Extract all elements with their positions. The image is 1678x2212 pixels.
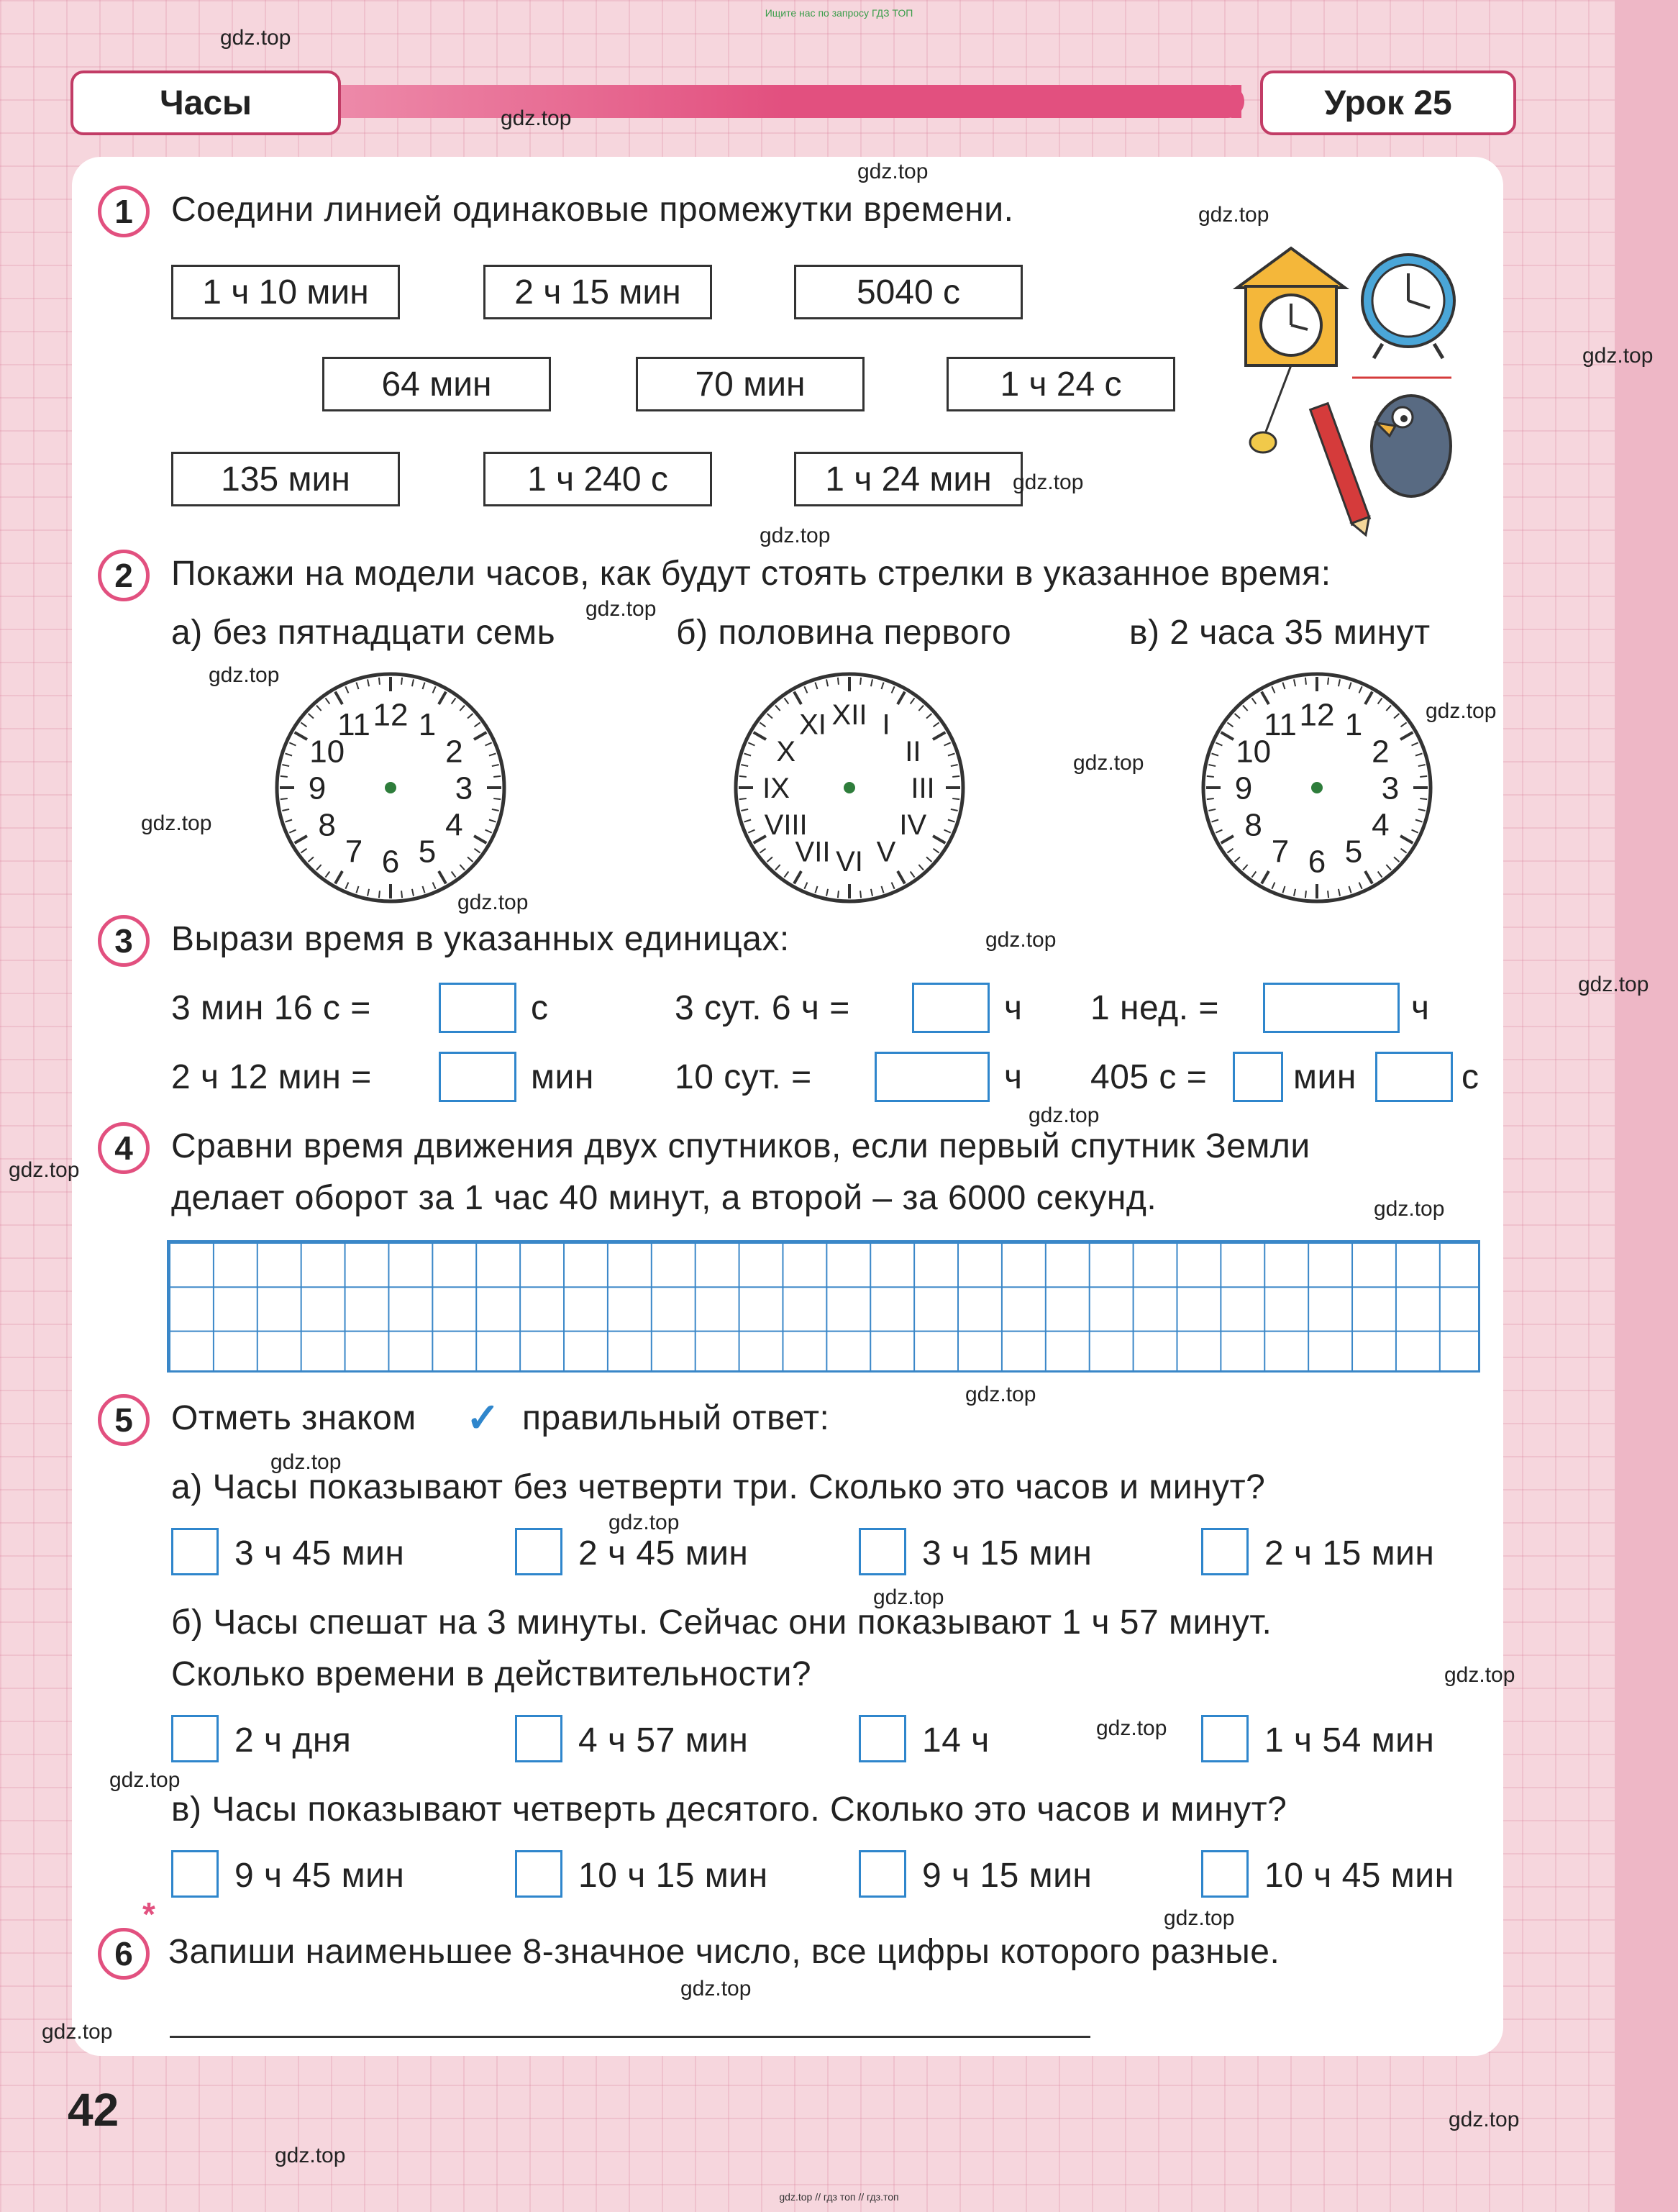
watermark: gdz.top: [501, 106, 572, 130]
clock-numeral: II: [905, 736, 921, 768]
clock-numeral: I: [882, 709, 890, 741]
watermark: gdz.top: [1198, 203, 1269, 227]
clock-numeral: 1: [418, 707, 437, 743]
answer-option: 2 ч 45 мин: [578, 1534, 749, 1572]
task5b-question-1: б) Часы спешат на 3 минуты. Сейчас они показывают 1 ч 57 минут.: [171, 1603, 1272, 1642]
clock-tick: [952, 798, 959, 799]
top-notice: Ищите нас по запросу ГДЗ ТОП: [765, 7, 913, 19]
watermark: gdz.top: [1029, 1103, 1100, 1127]
watermark: gdz.top: [1096, 1716, 1167, 1740]
clock-numeral: 11: [337, 707, 370, 743]
header-stripes: [1180, 85, 1241, 118]
clock-numeral: 6: [1308, 844, 1326, 880]
watermark: gdz.top: [141, 811, 212, 835]
task-number-2: 2: [98, 550, 150, 601]
watermark: gdz.top: [857, 160, 929, 183]
clock-tick: [1207, 798, 1214, 799]
task3-unit: мин: [1293, 1058, 1356, 1096]
bird-with-pencil-icon: [1310, 378, 1451, 538]
answer-box[interactable]: [1263, 983, 1400, 1033]
clock-tick: [493, 776, 501, 777]
clock-numeral: 5: [1344, 834, 1363, 870]
clock-numeral: 7: [1271, 834, 1290, 870]
clock-tick: [838, 891, 839, 898]
answer-option: 4 ч 57 мин: [578, 1721, 749, 1760]
clock-tick: [838, 678, 839, 685]
watermark: gdz.top: [1374, 1197, 1445, 1221]
clock-numeral: XII: [831, 699, 867, 731]
answer-box[interactable]: [875, 1052, 990, 1102]
watermark: gdz.top: [1013, 470, 1084, 494]
clock-numeral: V: [876, 836, 896, 868]
clock-numeral: 8: [1244, 807, 1262, 843]
clock-numeral: VII: [795, 836, 831, 868]
answer-option: 9 ч 45 мин: [234, 1857, 405, 1895]
task3-expr: 405 с =: [1090, 1058, 1208, 1096]
time-box[interactable]: 1 ч 240 с: [483, 452, 712, 506]
watermark: gdz.top: [1578, 973, 1649, 996]
clock-numeral: IV: [899, 809, 927, 841]
clock-tick: [379, 891, 380, 898]
clock-tick: [401, 678, 402, 685]
clock-numeral: X: [776, 736, 796, 768]
task-number-5: 5: [98, 1394, 150, 1446]
bottom-notice: gdz.top // гдз топ // гдз.топ: [779, 2191, 899, 2203]
answer-checkbox[interactable]: [1201, 1715, 1249, 1762]
answer-checkbox[interactable]: [515, 1850, 562, 1898]
answer-checkbox[interactable]: [515, 1528, 562, 1575]
clock-numeral: IX: [762, 773, 790, 804]
clock-numeral: XI: [799, 709, 826, 741]
alarm-clock-icon: [1362, 255, 1454, 358]
answer-checkbox[interactable]: [859, 1850, 906, 1898]
answer-box[interactable]: [1233, 1052, 1283, 1102]
clock-numeral: 3: [455, 770, 473, 806]
clocks-illustration: [1223, 237, 1460, 540]
task-number-6: 6: [98, 1928, 150, 1980]
watermark: gdz.top: [1582, 344, 1654, 368]
clock-tick: [860, 678, 861, 685]
lesson-title: Урок 25: [1260, 70, 1516, 135]
clock-numeral: 10: [1236, 734, 1272, 770]
check-mark-icon: ✓: [466, 1395, 501, 1440]
answer-box[interactable]: [439, 983, 516, 1033]
task2-option-a: а) без пятнадцати семь: [171, 614, 556, 652]
task3-unit: с: [1462, 1058, 1479, 1096]
task1-instruction: Соедини линией одинаковые промежутки времени.: [171, 191, 1014, 229]
watermark: gdz.top: [873, 1585, 944, 1609]
watermark: gdz.top: [457, 891, 529, 914]
clock-tick: [1420, 776, 1427, 777]
task2-option-c: в) 2 часа 35 минут: [1129, 614, 1431, 652]
watermark: gdz.top: [680, 1977, 752, 2001]
answer-line[interactable]: [170, 2036, 1090, 2038]
task3-unit: ч: [1411, 989, 1430, 1027]
watermark: gdz.top: [1449, 2108, 1520, 2131]
answer-checkbox[interactable]: [859, 1528, 906, 1575]
watermark: gdz.top: [585, 597, 657, 621]
task3-expr: 3 мин 16 с =: [171, 989, 371, 1027]
task2-option-b: б) половина первого: [676, 614, 1012, 652]
time-box[interactable]: 64 мин: [322, 357, 551, 411]
task-number-1: 1: [98, 186, 150, 237]
clock-numeral: 2: [1372, 734, 1390, 770]
watermark: gdz.top: [985, 928, 1057, 952]
watermark: gdz.top: [965, 1383, 1036, 1406]
clock-numeral: 2: [445, 734, 463, 770]
clock-center-dot: [844, 782, 855, 793]
clock-numeral: 3: [1381, 770, 1400, 806]
clock-tick: [281, 798, 288, 799]
clock-numeral: 11: [1264, 707, 1297, 743]
answer-checkbox[interactable]: [515, 1715, 562, 1762]
clock-tick: [1207, 776, 1214, 777]
watermark: gdz.top: [42, 2020, 113, 2044]
answer-box[interactable]: [439, 1052, 516, 1102]
watermark: gdz.top: [1444, 1663, 1515, 1687]
watermark: gdz.top: [1073, 751, 1144, 775]
answer-checkbox[interactable]: [171, 1850, 219, 1898]
clock-tick: [739, 798, 747, 799]
clock-tick: [739, 776, 747, 777]
clock-tick: [860, 891, 861, 898]
clock-numeral: 1: [1344, 707, 1363, 743]
page-number: 42: [68, 2084, 119, 2136]
answer-option: 1 ч 54 мин: [1264, 1721, 1435, 1760]
answer-checkbox[interactable]: [1201, 1528, 1249, 1575]
task-number-3: 3: [98, 915, 150, 967]
answer-checkbox[interactable]: [171, 1528, 219, 1575]
clock-numeral: 10: [309, 734, 345, 770]
task3-unit: с: [531, 989, 549, 1027]
answer-box[interactable]: [1375, 1052, 1453, 1102]
time-box[interactable]: 2 ч 15 мин: [483, 265, 712, 319]
clock-face-arabic-c[interactable]: [1198, 669, 1436, 906]
watermark: gdz.top: [760, 524, 831, 547]
clock-tick: [493, 798, 501, 799]
task5c-question: в) Часы показывают четверть десятого. Сколько это часов и минут?: [171, 1790, 1287, 1829]
answer-option: 9 ч 15 мин: [922, 1857, 1093, 1895]
time-box[interactable]: 5040 с: [794, 265, 1023, 319]
task3-expr: 10 сут. =: [675, 1058, 812, 1096]
task3-unit: ч: [1004, 1058, 1023, 1096]
answer-option: 3 ч 45 мин: [234, 1534, 405, 1572]
clock-numeral: 4: [1372, 807, 1390, 843]
clock-numeral: 9: [308, 770, 327, 806]
clock-tick: [1420, 798, 1427, 799]
time-box[interactable]: 1 ч 24 мин: [794, 452, 1023, 506]
answer-option: 10 ч 45 мин: [1264, 1857, 1454, 1895]
clock-tick: [1305, 891, 1306, 898]
answer-checkbox[interactable]: [859, 1715, 906, 1762]
clock-tick: [379, 678, 380, 685]
clock-tick: [281, 776, 288, 777]
clock-numeral: 8: [318, 807, 336, 843]
watermark: gdz.top: [209, 663, 280, 687]
task-number-4: 4: [98, 1122, 150, 1174]
watermark: gdz.top: [275, 2144, 346, 2167]
answer-option: 2 ч дня: [234, 1721, 352, 1760]
answer-checkbox[interactable]: [1201, 1850, 1249, 1898]
clock-center-dot: [1311, 782, 1323, 793]
watermark: gdz.top: [9, 1158, 80, 1182]
time-box[interactable]: 70 мин: [636, 357, 865, 411]
watermark: gdz.top: [270, 1450, 342, 1474]
time-box[interactable]: 1 ч 24 с: [947, 357, 1175, 411]
task5a-question: а) Часы показывают без четверти три. Сколько это часов и минут?: [171, 1468, 1266, 1506]
clock-numeral: 12: [373, 697, 409, 733]
clock-numeral: III: [911, 773, 935, 804]
task3-unit: ч: [1004, 989, 1023, 1027]
clock-numeral: 9: [1234, 770, 1253, 806]
page-edge-strip: [1615, 0, 1678, 2212]
clock-face-arabic-a[interactable]: [272, 669, 509, 906]
clock-center-dot: [385, 782, 396, 793]
task3-unit: мин: [531, 1058, 594, 1096]
clock-numeral: 7: [345, 834, 363, 870]
task3-instruction: Вырази время в указанных единицах:: [171, 920, 790, 958]
answer-option: 2 ч 15 мин: [1264, 1534, 1435, 1572]
answer-checkbox[interactable]: [171, 1715, 219, 1762]
watermark: gdz.top: [220, 26, 291, 50]
answer-option: 14 ч: [922, 1721, 990, 1760]
task3-expr: 1 нед. =: [1090, 989, 1219, 1027]
task3-expr: 3 сут. 6 ч =: [675, 989, 850, 1027]
time-box[interactable]: 135 мин: [171, 452, 400, 506]
star-icon: *: [142, 1895, 156, 1933]
task5b-question-2: Сколько времени в действительности?: [171, 1655, 812, 1693]
clock-numeral: VIII: [764, 809, 808, 841]
task5-instruction-after: правильный ответ:: [522, 1399, 830, 1437]
clock-numeral: 4: [445, 807, 463, 843]
watermark: gdz.top: [109, 1768, 181, 1792]
clock-tick: [1305, 678, 1306, 685]
task2-instruction: Покажи на модели часов, как будут стоять стрелки в указанное время:: [171, 555, 1331, 593]
answer-option: 10 ч 15 мин: [578, 1857, 768, 1895]
task3-expr: 2 ч 12 мин =: [171, 1058, 372, 1096]
clock-numeral: 6: [381, 844, 400, 880]
task4-line-1: Сравни время движения двух спутников, если первый спутник Земли: [171, 1127, 1310, 1165]
answer-box[interactable]: [912, 983, 990, 1033]
topic-title: Часы: [70, 70, 341, 135]
watermark: gdz.top: [1164, 1906, 1235, 1930]
task5-instruction-before: Отметь знаком: [171, 1399, 416, 1437]
clock-numeral: 12: [1299, 697, 1335, 733]
answer-option: 3 ч 15 мин: [922, 1534, 1093, 1572]
clock-numeral: VI: [836, 846, 863, 878]
clock-face-roman[interactable]: [731, 669, 968, 906]
clock-numeral: 5: [418, 834, 437, 870]
watermark: gdz.top: [608, 1511, 680, 1534]
watermark: gdz.top: [1426, 699, 1497, 723]
answer-grid[interactable]: [167, 1240, 1480, 1373]
clock-tick: [952, 776, 959, 777]
time-box[interactable]: 1 ч 10 мин: [171, 265, 400, 319]
task6-instruction: Запиши наименьшее 8-значное число, все цифры которого разные.: [168, 1933, 1280, 1971]
task4-line-2: делает оборот за 1 час 40 минут, а второй – за 6000 секунд.: [171, 1179, 1157, 1217]
clock-tick: [401, 891, 402, 898]
